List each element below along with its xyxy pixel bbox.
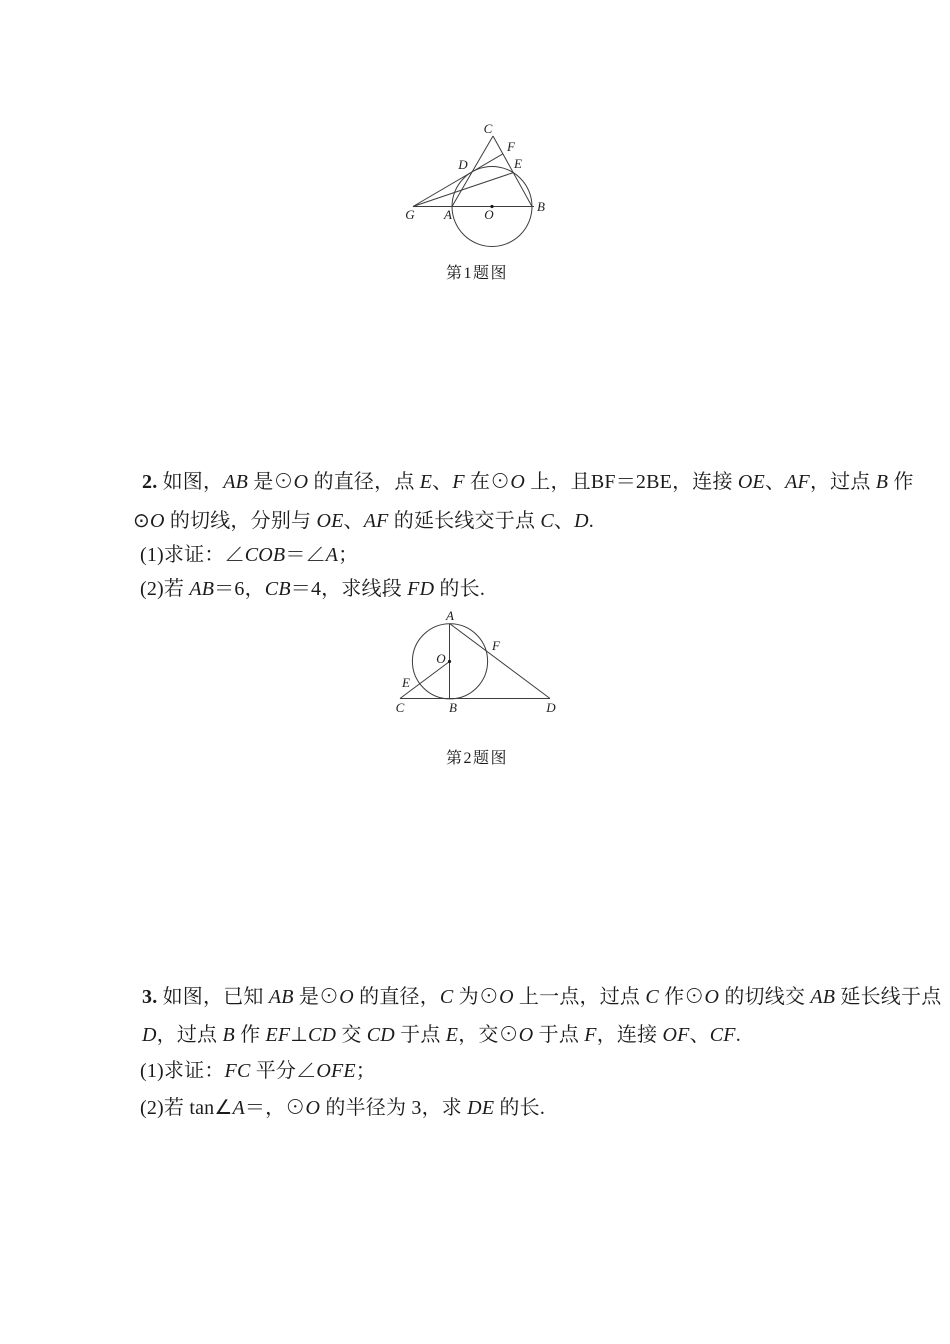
problem-2-line-3: (1)求证：∠COB＝∠A； (140, 544, 359, 566)
problem-3-line-4: (2)若 tan∠A＝，⊙O 的半径为 3，求 DE 的长. (140, 1097, 546, 1119)
fig2-label-d: D (546, 700, 556, 715)
fig1-label-o: O (484, 207, 494, 222)
problem-3-line-2: D，过点 B 作 EF⊥CD 交 CD 于点 E，交⊙O 于点 F，连接 OF、CF. (142, 1024, 741, 1046)
problem-2-line-4: (2)若 AB＝6，CB＝4，求线段 FD 的长. (140, 578, 486, 600)
fig2-line-afd (450, 624, 551, 699)
figure-2-caption: 第2题图 (445, 750, 508, 767)
fig2-center-dot (448, 660, 451, 663)
fig2-label-o: O (436, 651, 446, 666)
fig2-label-f: F (492, 638, 500, 653)
fig2-label-b: B (449, 700, 457, 715)
fig1-label-a: A (444, 207, 452, 222)
fig1-line-ge (413, 173, 513, 207)
figure-1 (393, 114, 563, 254)
fig1-label-c: C (483, 121, 493, 136)
fig1-label-g: G (405, 207, 415, 222)
problem-2-line-1: 2. 如图，AB 是⊙O 的直径，点 E、F 在⊙O 上，且BF＝2BE，连接 OE、AF，过点 B 作 (142, 471, 914, 493)
fig2-label-e: E (402, 675, 410, 690)
fig1-label-f: F (507, 139, 515, 154)
fig2-label-a: A (446, 608, 454, 623)
fig1-label-e: E (514, 156, 522, 171)
fig2-label-c: C (395, 700, 405, 715)
problem-3-line-3: (1)求证：FC 平分∠OFE； (140, 1060, 376, 1082)
fig1-label-d: D (458, 157, 468, 172)
figure-2 (390, 606, 562, 718)
problem-3-line-1: 3. 如图，已知 AB 是⊙O 的直径，C 为⊙O 上一点，过点 C 作⊙O 的切线交 AB 延长线于点 (142, 986, 942, 1008)
problem-2-line-2: ⊙O 的切线，分别与 OE、AF 的延长线交于点 C、D. (133, 510, 594, 532)
fig1-label-b: B (537, 199, 545, 214)
figure-1-caption: 第1题图 (445, 265, 508, 282)
